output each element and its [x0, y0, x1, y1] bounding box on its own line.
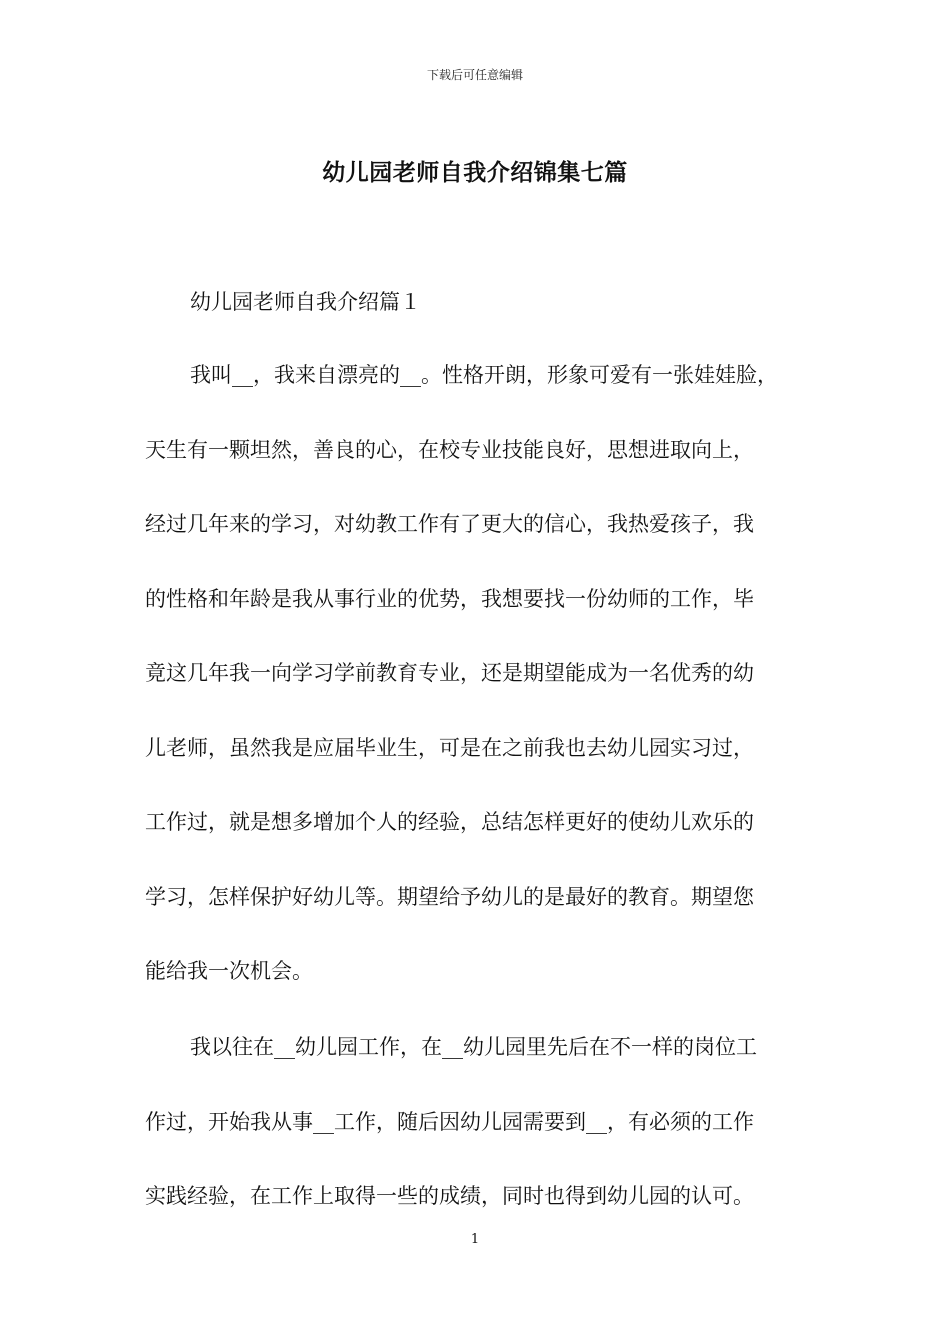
paragraph-2	[145, 1010, 810, 1234]
document-title: 幼儿园老师自我介绍锦集七篇	[322, 159, 628, 186]
paragraph-line: 儿老师，虽然我是应届毕业生，可是在之前我也去幼儿园实习过，	[145, 735, 754, 760]
paragraph-line: 工作过，就是想多增加个人的经验，总结怎样更好的使幼儿欢乐的	[145, 810, 754, 834]
section-heading: 幼儿园老师自我介绍篇１	[190, 290, 421, 314]
header-note: 下载后可任意编辑	[426, 68, 523, 82]
paragraph-line: 作过，开始我从事__工作，随后因幼儿园需要到__，有必须的工作	[145, 1109, 754, 1134]
paragraph-line: 学习，怎样保护好幼儿等。期望给予幼儿的是最好的教育。期望您	[145, 884, 754, 909]
paragraph-line: 能给我一次机会。	[145, 959, 313, 983]
paragraph-line: 我以往在__幼儿园工作，在__幼儿园里先后在不一样的岗位工	[190, 1035, 757, 1059]
paragraph-line: 我叫__，我来自漂亮的__。性格开朗，形象可爱有一张娃娃脸，	[190, 363, 778, 387]
paragraph-line: 实践经验，在工作上取得一些的成绩，同时也得到幼儿园的认可。	[145, 1184, 754, 1208]
paragraph-line: 天生有一颗坦然，善良的心，在校专业技能良好，思想进取向上，	[145, 437, 754, 462]
paragraph-line: 的性格和年龄是我从事行业的优势，我想要找一份幼师的工作，毕	[145, 586, 754, 611]
paragraph-line: 经过几年来的学习，对幼教工作有了更大的信心，我热爱孩子，我	[145, 512, 754, 536]
paragraph-1	[145, 338, 810, 1009]
page-number: 1	[470, 1232, 480, 1247]
paragraph-line: 竟这几年我一向学习学前教育专业，还是期望能成为一名优秀的幼	[145, 661, 754, 685]
